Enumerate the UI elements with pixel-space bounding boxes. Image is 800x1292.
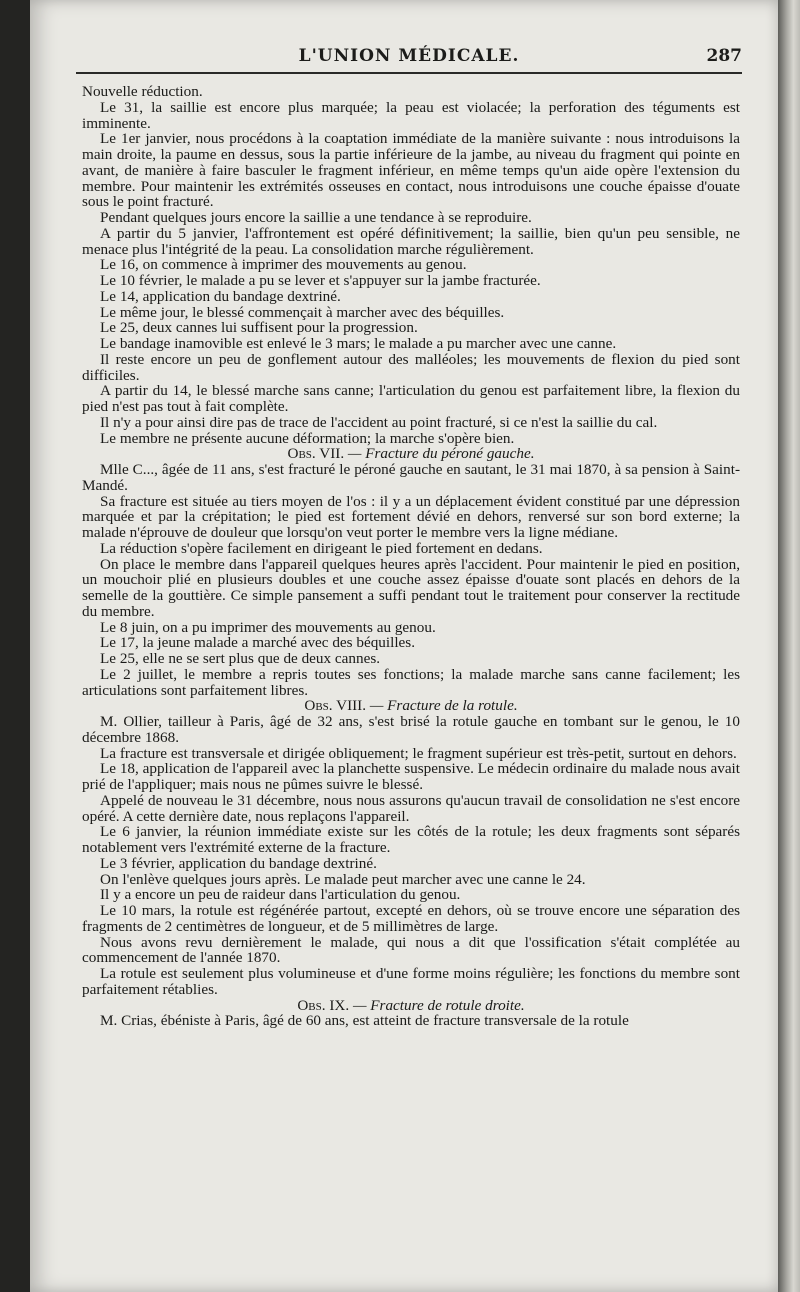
paragraph: Le 10 mars, la rotule est régénérée partout, excepté en dehors, où se trouve encore une séparation des fragments de 2 centimètres de longueur, et de 5 millimètres de large. — [82, 902, 740, 935]
paragraph: Le 17, la jeune malade a marché avec des béquilles. — [100, 634, 415, 652]
paragraph: Le 3 février, application du bandage dextriné. — [100, 854, 377, 872]
paragraph: Nous avons revu dernièrement le malade, qui nous a dit que l'ossification s'était complétée au commencement de l'année 1870. — [82, 933, 740, 967]
paragraph: Le 25, elle ne se sert plus que de deux cannes. — [100, 650, 381, 667]
header-rule — [76, 72, 742, 74]
obs-ix-title: — Fracture de rotule droite. — [352, 996, 525, 1014]
paragraph: La réduction s'opère facilement en dirigeant le pied fortement en dedans. — [100, 539, 543, 557]
paragraph: Le 31, la saillie est encore plus marquée; la peau est violacée; la perforation des téguments est imminente. — [82, 98, 740, 132]
obs-viii-label: Obs. VIII. — [304, 697, 367, 715]
paragraph: Il y a encore un peu de raideur dans l'articulation du genou. — [100, 886, 461, 904]
paragraph: A partir du 5 janvier, l'affrontement est opéré définitivement; la saillie, bien qu'un peu sensible, ne menace plus l'intégrité de la peau. La consolidation marche régulièrement. — [82, 224, 740, 258]
paragraph: Le 8 juin, on a pu imprimer des mouvements au genou. — [100, 618, 436, 636]
obs-ix-label: Obs. IX. — [297, 996, 350, 1014]
paragraph: Le bandage inamovible est enlevé le 3 mars; le malade a pu marcher avec une canne. — [100, 335, 617, 352]
page-number: 287 — [706, 46, 742, 66]
running-title: L'UNION MÉDICALE. — [298, 46, 520, 66]
paragraph: Il reste encore un peu de gonflement autour des malléoles; les mouvements de flexion du pied sont difficiles. — [82, 350, 740, 384]
paragraph: La rotule est seulement plus volumineuse et d'une forme moins régulière; les fonctions du membre sont parfaitement rétablies. — [82, 965, 740, 998]
obs-ix-heading — [82, 998, 740, 1014]
paragraph: M. Ollier, tailleur à Paris, âgé de 32 ans, s'est brisé la rotule gauche en tombant sur le genou, le 10 décembre 1868. — [82, 713, 740, 746]
paragraph: Le 14, application du bandage dextriné. — [100, 287, 341, 305]
obs-viii-title: — Fracture de la rotule. — [369, 697, 518, 715]
paragraph: Le même jour, le blessé commençait à marcher avec des béquilles. — [100, 303, 505, 321]
facing-page-edge — [778, 0, 800, 1292]
paragraph: Nouvelle réduction. — [82, 83, 203, 100]
paragraph: On place le membre dans l'appareil quelques heures après l'accident. Pour maintenir le pied en position, un mouchoir plié en plusieurs doubles et une couche assez épaisse d'ouate sont placés en dehors de la semelle de la gouttière. Ce simple pansement a suffi pendant tout le traitement pour conserver la rectitude du membre. — [82, 555, 740, 620]
paragraph: Il n'y a pour ainsi dire pas de trace de l'accident au point fracturé, si ce n'est la saillie du cal. — [100, 413, 658, 431]
paragraph: Le 18, application de l'appareil avec la planchette suspensive. Le médecin ordinaire du malade nous avait prié de l'appliquer; mais nous ne pûmes suivre le blessé. — [82, 760, 740, 793]
paragraph: Le 16, on commence à imprimer des mouvements au genou. — [100, 256, 467, 274]
paragraph: Sa fracture est située au tiers moyen de l'os : il y a un déplacement évident constitué par une dépression marquée et par la crépitation; le pied est fortement dévié en dehors, renversé sur son bord externe; la malade n'éprouve de douleur que lorsqu'on veut porter le membre vers la ligne médiane. — [82, 492, 740, 541]
paragraph: Appelé de nouveau le 31 décembre, nous nous assurons qu'aucun travail de consolidation ne s'est encore opéré. A cette dernière date, nous replaçons l'appareil. — [82, 791, 740, 825]
obs-vii-label: Obs. VII. — [287, 445, 345, 463]
article-body — [82, 84, 740, 1029]
paragraph: A partir du 14, le blessé marche sans canne; l'articulation du genou est parfaitement libre, la flexion du pied n'est pas tout à fait complète. — [82, 382, 740, 415]
paragraph: Mlle C..., âgée de 11 ans, s'est fracturé le péroné gauche en sautant, le 31 mai 1870, à sa pension à Saint-Mandé. — [82, 461, 740, 494]
page-header — [76, 46, 742, 70]
paragraph: Le 10 février, le malade a pu se lever et s'appuyer sur la jambe fracturée. — [100, 272, 541, 289]
paragraph: Le 1er janvier, nous procédons à la coaptation immédiate de la manière suivante : nous introduisons la main droite, la paume en dessus, sous la partie inférieure de la jambe, au niveau du fragment qui pointe en avant, de manière à faire basculer le fragment inférieur, en même temps qu'un aide opère l'extension du membre. Pour maintenir les extrémités osseuses en contact, nous introduisons une couche épaisse d'ouate sous le point fracturé. — [82, 130, 740, 211]
paragraph: Le 6 janvier, la réunion immédiate existe sur les côtés de la rotule; les deux fragments sont séparés notablement vers l'extrémité externe de la fracture. — [82, 823, 740, 856]
paragraph: Le 2 juillet, le membre a repris toutes ses fonctions; la malade marche sans canne facilement; les articulations sont parfaitement libres. — [82, 665, 740, 699]
paragraph: On l'enlève quelques jours après. Le malade peut marcher avec une canne le 24. — [100, 870, 586, 888]
paragraph: Le membre ne présente aucune déformation; la marche s'opère bien. — [100, 429, 515, 447]
paragraph: La fracture est transversale et dirigée obliquement; le fragment supérieur est très-petit, surtout en dehors. — [100, 744, 737, 762]
obs-viii-heading — [82, 698, 740, 714]
obs-vii-heading — [82, 446, 740, 462]
obs-vii-title: — Fracture du péroné gauche. — [347, 445, 535, 463]
paragraph: M. Crias, ébéniste à Paris, âgé de 60 ans, est atteint de fracture transversale de la rotule — [100, 1012, 629, 1030]
paragraph: Le 25, deux cannes lui suffisent pour la progression. — [100, 319, 418, 337]
paragraph: Pendant quelques jours encore la saillie a une tendance à se reproduire. — [100, 209, 532, 226]
